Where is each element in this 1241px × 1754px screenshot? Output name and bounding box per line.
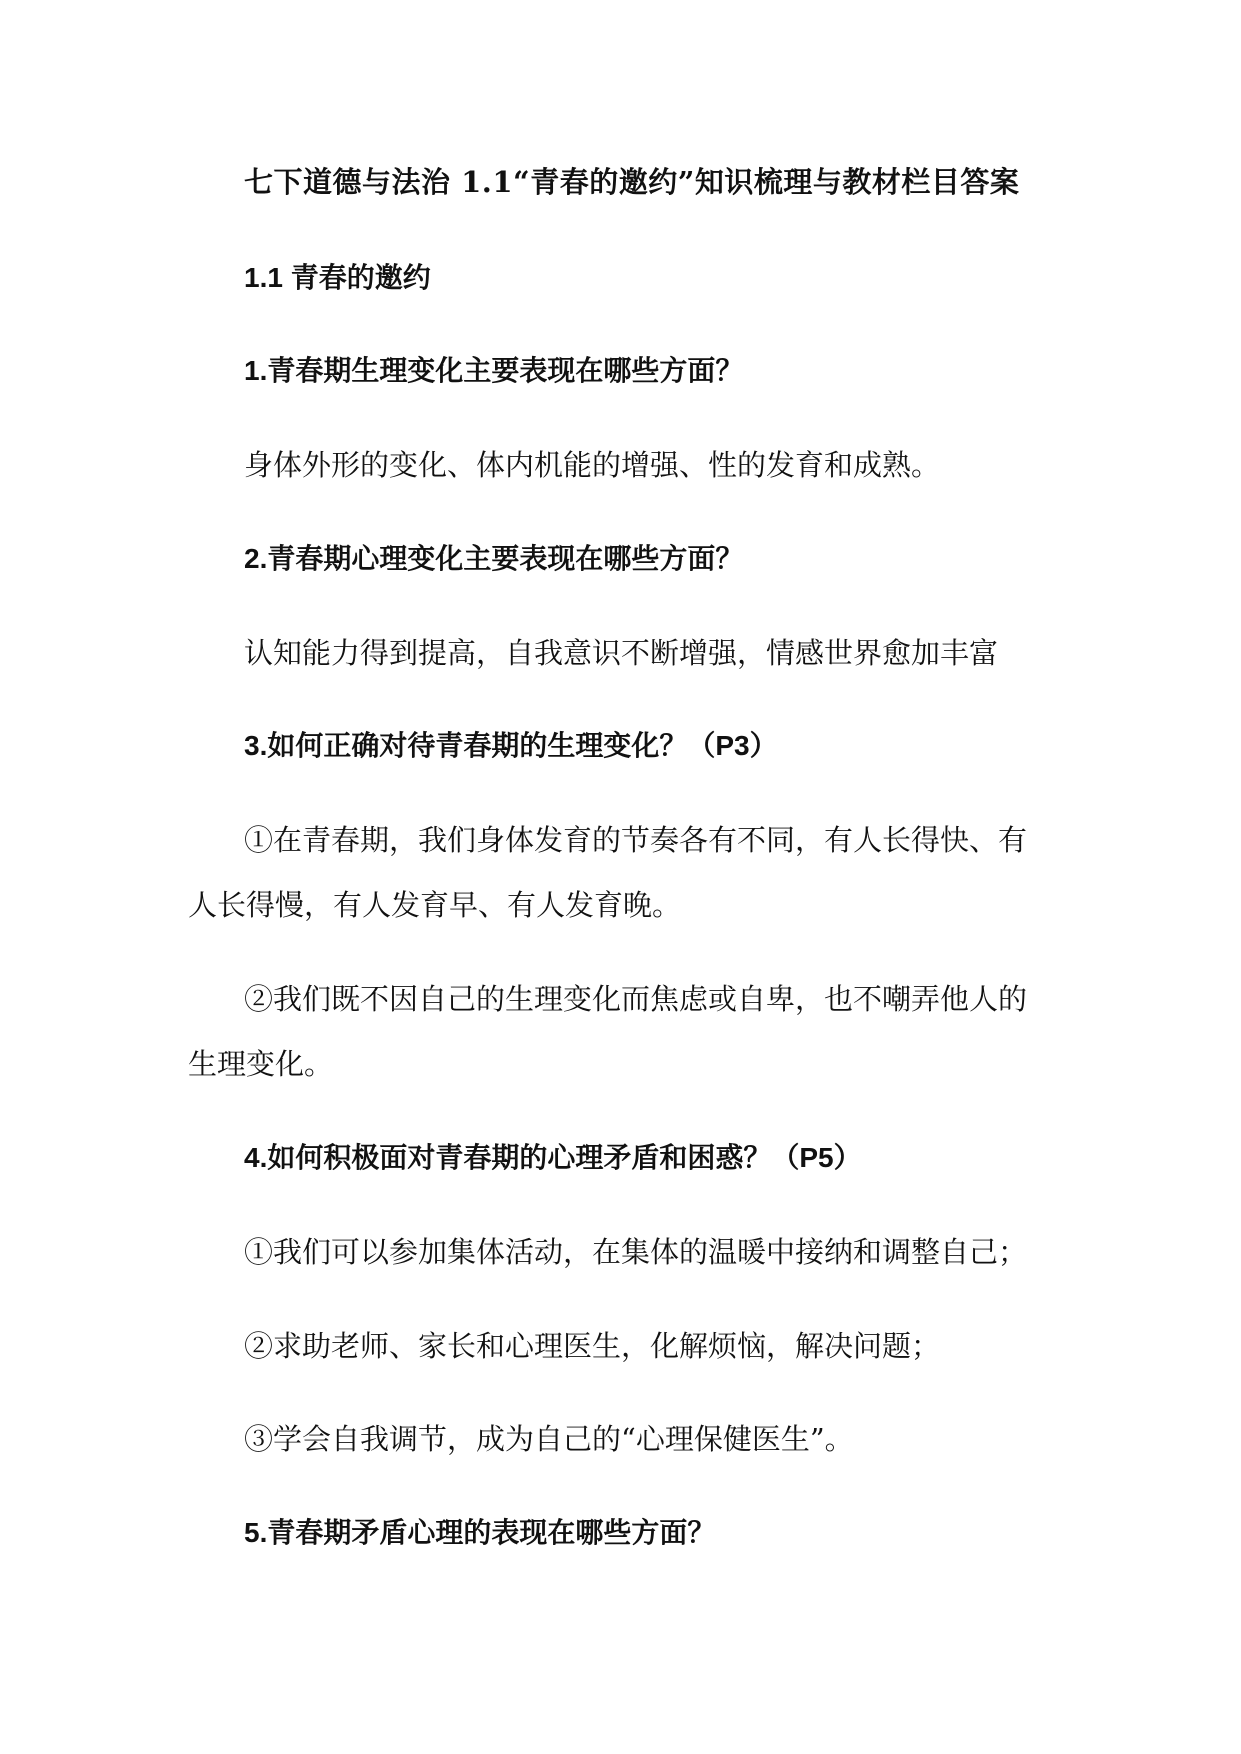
section-heading: 1.1 青春的邀约 [244, 262, 431, 293]
question-2: 2.青春期心理变化主要表现在哪些方面？ [244, 543, 744, 574]
question-5: 5.青春期矛盾心理的表现在哪些方面？ [244, 1517, 716, 1548]
answer-4-item-2: ②求助老师、家长和心理医生，化解烦恼，解决问题； [244, 1329, 941, 1363]
answer-3-item-2-line-1: ②我们既不因自己的生理变化而焦虑或自卑，也不嘲弄他人的 [244, 982, 1028, 1016]
answer-3-item-1-line-1: ①在青春期，我们身体发育的节奏各有不同，有人长得快、有 [244, 823, 1028, 857]
answer-2: 认知能力得到提高，自我意识不断增强，情感世界愈加丰富 [244, 636, 999, 670]
document-title: 七下道德与法治 1.1“青春的邀约”知识梳理与教材栏目答案 [244, 165, 1020, 199]
question-4: 4.如何积极面对青春期的心理矛盾和困惑？（P5） [244, 1142, 862, 1173]
question-3: 3.如何正确对待青春期的生理变化？（P3） [244, 730, 778, 761]
answer-1: 身体外形的变化、体内机能的增强、性的发育和成熟。 [244, 448, 941, 482]
answer-3-item-2-line-2: 生理变化。 [188, 1047, 334, 1081]
answer-4-item-1: ①我们可以参加集体活动，在集体的温暖中接纳和调整自己； [244, 1235, 1028, 1269]
question-1: 1.青春期生理变化主要表现在哪些方面？ [244, 355, 744, 386]
answer-3-item-1-line-2: 人长得慢，有人发育早、有人发育晚。 [188, 888, 682, 922]
answer-4-item-3: ③学会自我调节，成为自己的“心理保健医生”。 [244, 1422, 854, 1456]
